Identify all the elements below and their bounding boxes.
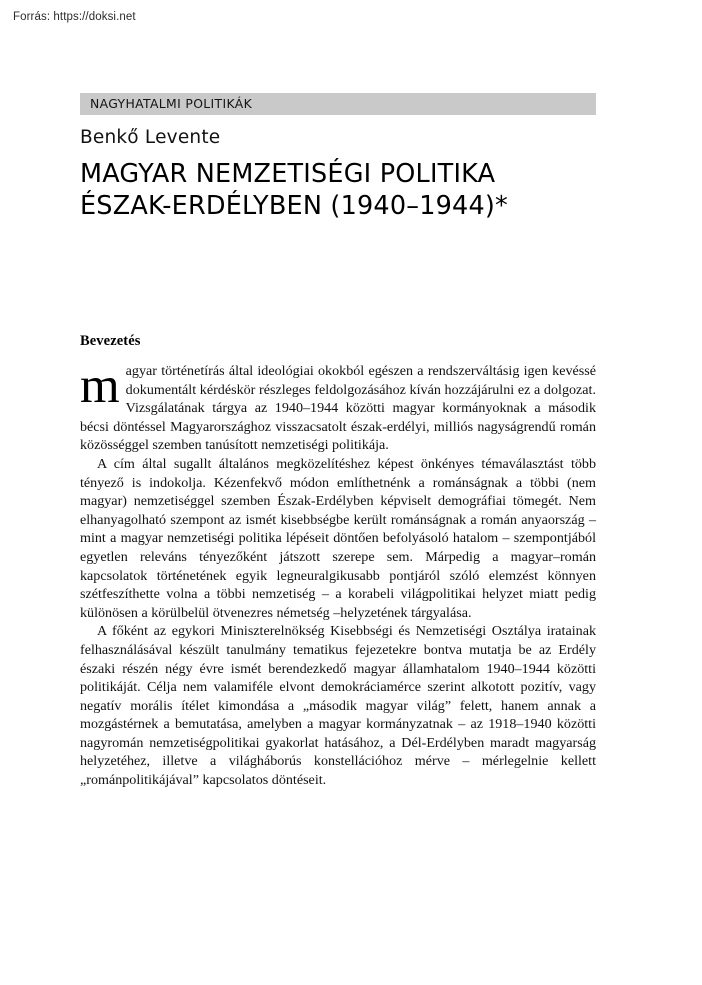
paragraph-topic-choice-text: A cím által sugallt általános megközelítéshez képest önkényes témaválasztást több tényező is indokolja. Kézenfekvő módon említhetnénk a románságnak a többi (nem magyar) nemzetiséggel szemben Észak-Erdélyben képviselt demográfiai tömegét. Nem elhanyagolható szempont az ismét kisebbségbe került románságnak a román anyaország – mint a magyar nemzetiségi politika lépéseit döntően befolyásoló hatalom – szempontjából egyetlen releváns tényezőként játszott szerepe sem. Márpedig a magyar–román kapcsolatok történetének egyik legneuralgikusabb pontjáról szóló elemzést könnyen szétfeszíthette volna a többi nemzetiség – a korabeli világpolitikai helyzet miatt pedig különösen a körülbelül ötvenezres németség –helyzetének tárgyalása. bbox=[80, 455, 596, 621]
paragraph-intro-text: magyar történetírás által ideológiai okokból egészen a rendszerváltásig igen kevéssé dokumentált kérdéskör részleges feldolgozásához kíván hozzájárulni ez a dolgozat. Vizsgálatának tárgya az 1940–1944 közötti magyar kormányoknak a második bécsi döntéssel Magyarországhoz visszacsatolt észak-erdélyi, milliós nagyságrendű román közösséggel szemben tanúsított nemzetiségi politikája. bbox=[80, 358, 596, 454]
article-title bbox=[80, 158, 596, 222]
paragraph-sources bbox=[80, 622, 596, 789]
author-name: Benkő Levente bbox=[80, 127, 221, 148]
paragraph-intro bbox=[80, 358, 596, 455]
article-header-block bbox=[80, 93, 596, 222]
paragraph-topic-choice bbox=[80, 455, 596, 622]
source-url-header: Forrás: https://doksi.net bbox=[13, 11, 136, 23]
article-title-line-2: ÉSZAK-ERDÉLYBEN (1940–1944)* bbox=[80, 191, 509, 222]
section-heading-bevezetes: Bevezetés bbox=[80, 333, 141, 349]
paragraph-sources-text: A főként az egykori Miniszterelnökség Kisebbségi és Nemzetiségi Osztálya iratainak felhasználásával készült tanulmány tematikus fejezetekre bontva mutatja be az Erdély északi részén négy évre ismét berendezkedő magyar államhatalom 1940–1944 közötti politikáját. Célja nem valamiféle elvont demokráciamérce szerint alkotott pozitív, vagy negatív morális ítélet kimondása a „második magyar világ” felett, hanem annak a mozgástérnek a bemutatása, amelyben a magyar kormányzatnak – az 1918–1940 közötti nagyromán nemzetiségpolitikai gyakorlat hatásához, a Dél-Erdélyben maradt magyarság helyzetéhez, illetve a világháborús konstellációhoz mérve – mérlegelnie kellett „románpolitikájával” kapcsolatos döntéseit. bbox=[80, 623, 596, 789]
series-banner: NAGYHATALMI POLITIKÁK bbox=[80, 93, 596, 115]
body-text bbox=[80, 358, 596, 790]
article-title-line-1: MAGYAR NEMZETISÉGI POLITIKA bbox=[80, 159, 496, 190]
